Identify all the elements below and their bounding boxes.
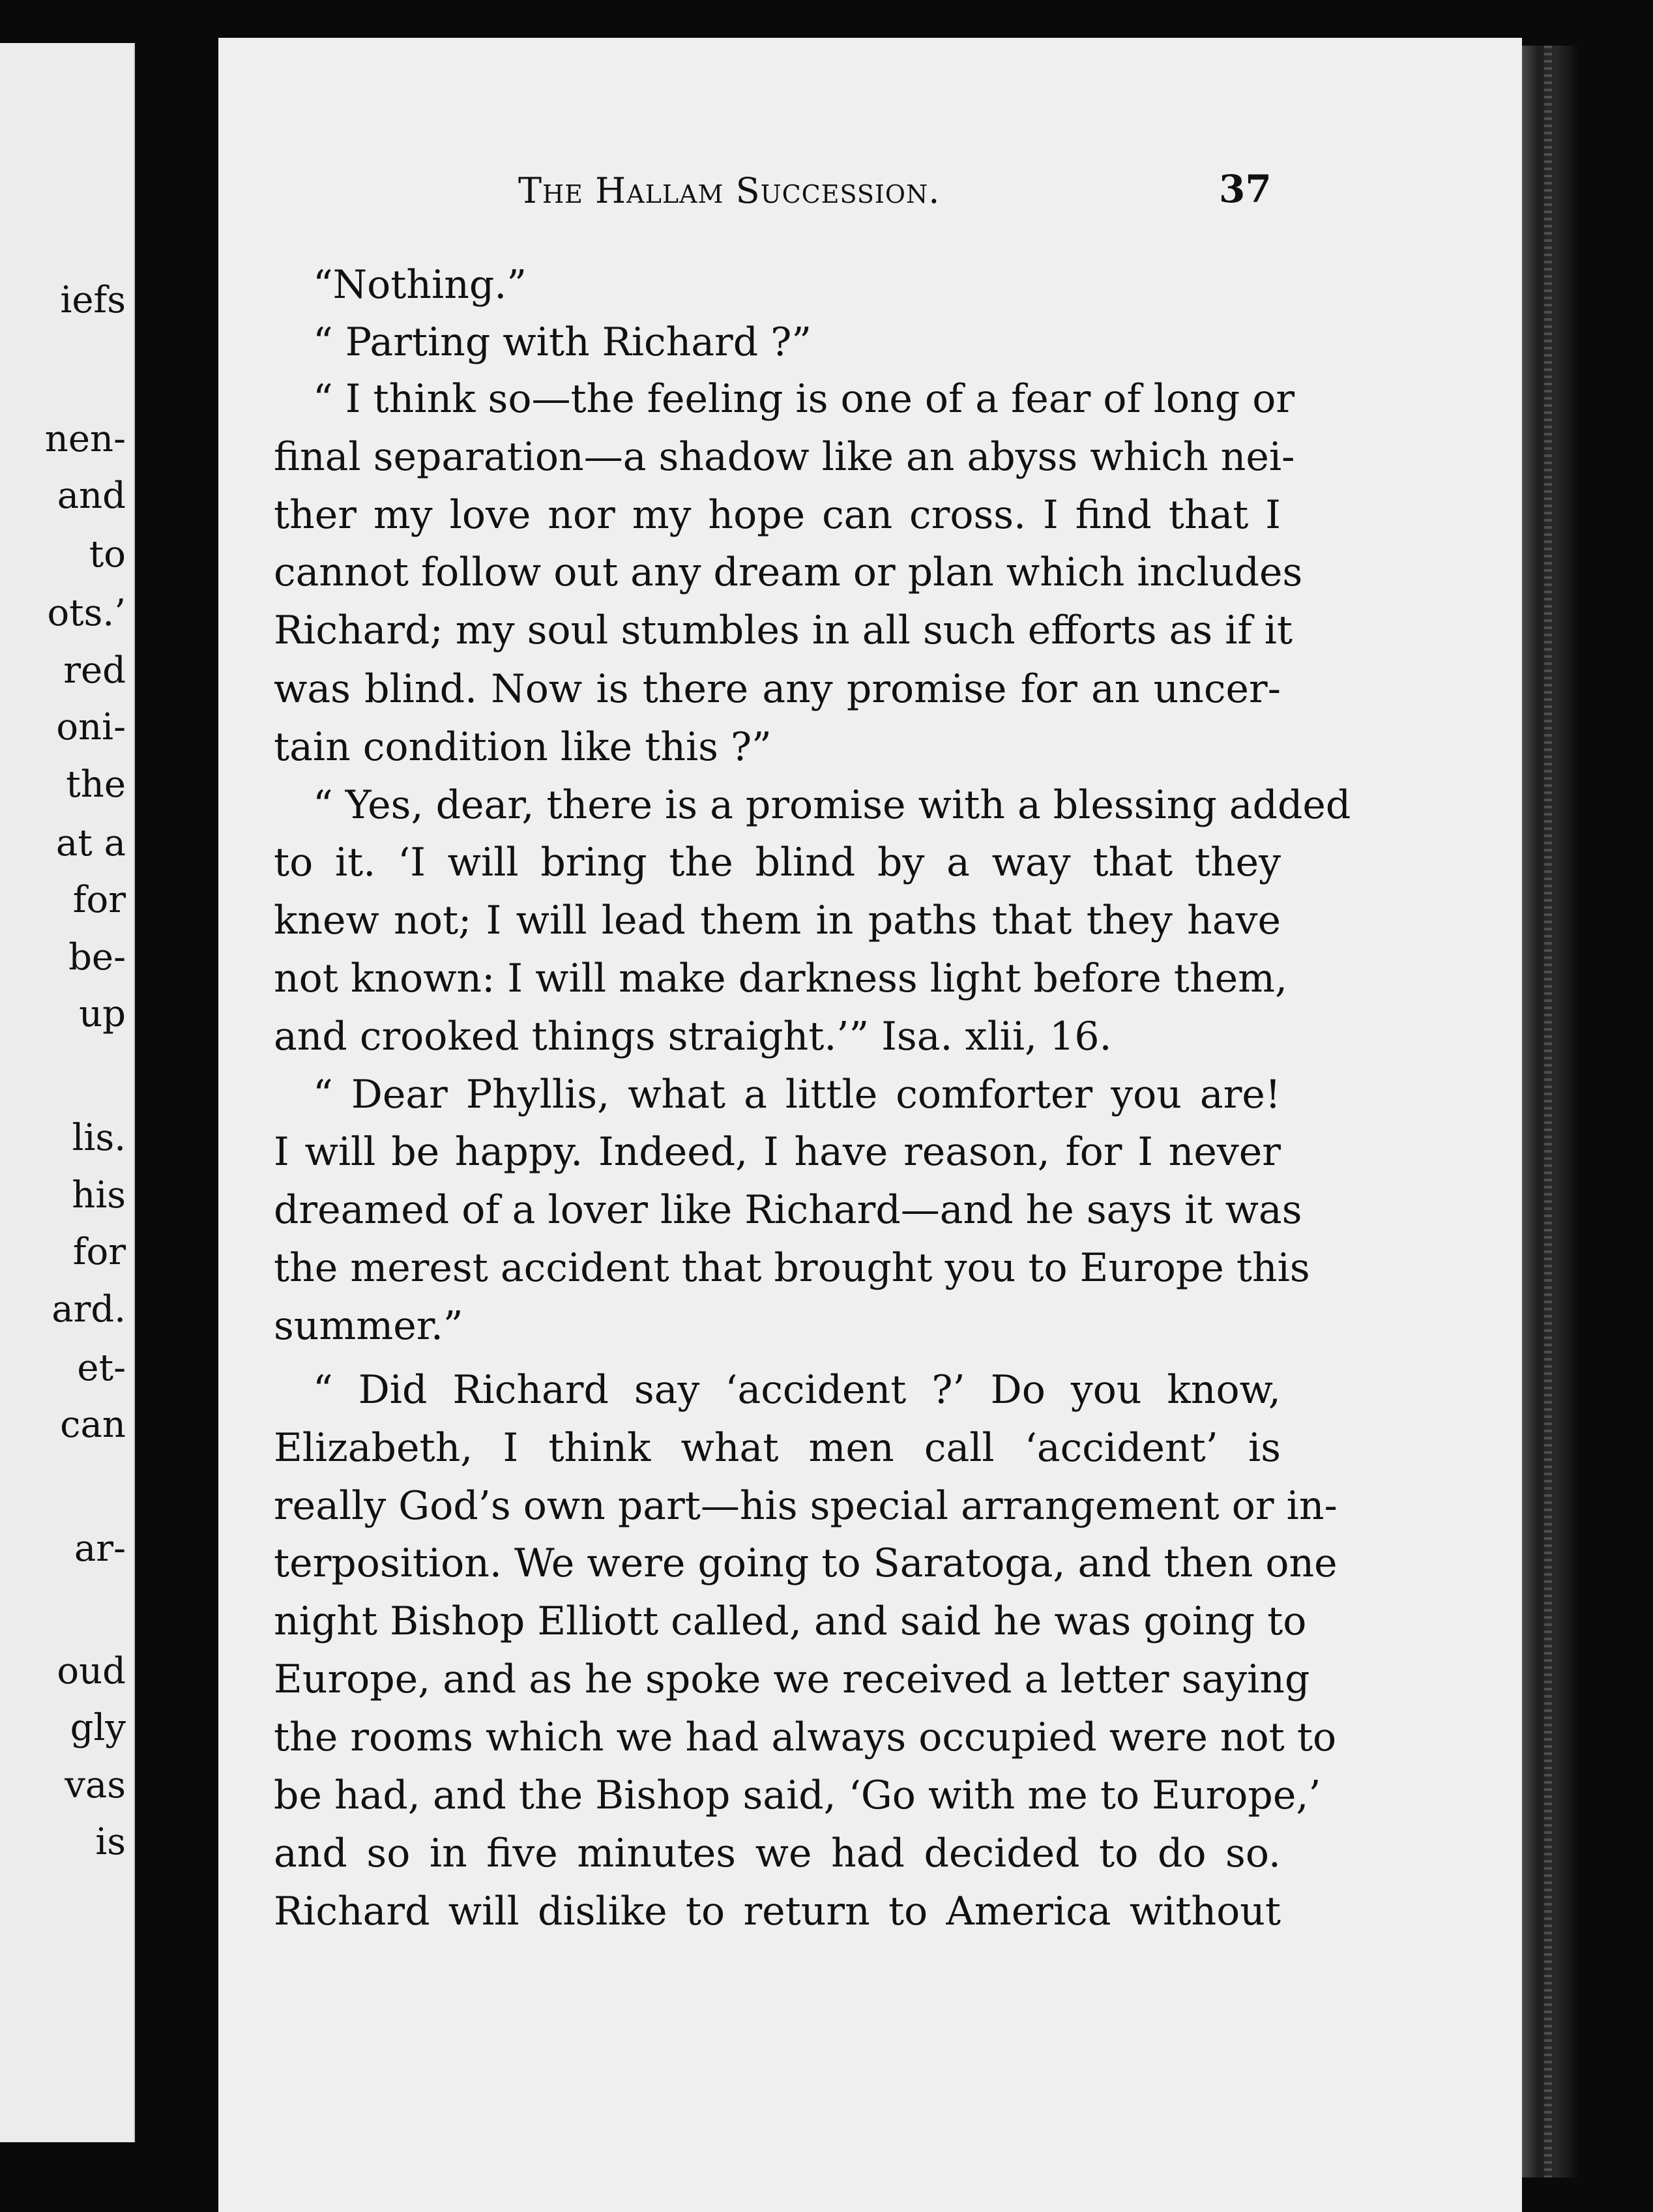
left-page-text: iefs	[60, 279, 126, 321]
left-page-text: at a	[55, 822, 126, 864]
left-page-text: for	[72, 1231, 126, 1273]
left-page-text: lis.	[72, 1117, 126, 1159]
left-page-text: oni-	[56, 706, 126, 748]
left-page-text: and	[57, 475, 126, 517]
text-line: ther my love nor my hope can cross. I find that I	[274, 492, 1281, 538]
left-page-text: can	[60, 1404, 126, 1446]
left-page-text: is	[95, 1821, 126, 1863]
text-line: night Bishop Elliott called, and said he was going to	[274, 1599, 1307, 1644]
text-line: the rooms which we had always occupied were not to	[274, 1715, 1337, 1760]
left-page-text: oud	[57, 1650, 126, 1692]
text-line: summer.”	[274, 1303, 463, 1349]
left-page-text: nen-	[44, 418, 126, 460]
text-line: “ Dear Phyllis, what a little comforter you are!	[313, 1072, 1281, 1117]
left-page-text: up	[79, 993, 126, 1035]
left-page-text: his	[72, 1174, 126, 1217]
text-line: I will be happy. Indeed, I have reason, for I never	[274, 1129, 1281, 1175]
text-line: final separation—a shadow like an abyss which nei-	[274, 434, 1295, 480]
text-line: not known: I will make darkness light before them,	[274, 956, 1288, 1001]
text-line: “Nothing.”	[313, 262, 527, 308]
text-line: knew not; I will lead them in paths that they have	[274, 898, 1281, 943]
text-line: to it. ‘I will bring the blind by a way that they	[274, 840, 1281, 885]
text-line: “ I think so—the feeling is one of a fear of long or	[313, 376, 1295, 422]
left-page-text: be-	[68, 936, 126, 979]
page-number: 37	[1219, 167, 1272, 211]
left-page-text: ar-	[74, 1527, 126, 1570]
text-line: “ Yes, dear, there is a promise with a blessing added	[313, 782, 1351, 828]
page-edge	[1522, 46, 1577, 2177]
left-page-text: gly	[70, 1707, 126, 1749]
text-line: Richard; my soul stumbles in all such efforts as if it	[274, 608, 1293, 653]
left-page-text: vas	[65, 1764, 126, 1806]
left-page-text: the	[66, 763, 126, 806]
text-line: Europe, and as he spoke we received a letter saying	[274, 1657, 1310, 1702]
left-page-text: et-	[77, 1347, 126, 1389]
text-line: “ Parting with Richard ?”	[313, 319, 812, 365]
text-line: dreamed of a lover like Richard—and he says it was	[274, 1187, 1302, 1233]
left-page-fragment	[0, 43, 135, 2142]
text-line: Richard will dislike to return to America without	[274, 1889, 1281, 1934]
left-page-text: red	[63, 649, 126, 692]
text-line: was blind. Now is there any promise for an uncer-	[274, 666, 1281, 712]
text-line: terposition. We were going to Saratoga, and then one	[274, 1541, 1338, 1586]
text-line: and so in five minutes we had decided to do so.	[274, 1831, 1281, 1876]
text-line: Elizabeth, I think what men call ‘accident’ is	[274, 1425, 1281, 1471]
text-line: the merest accident that brought you to Europe this	[274, 1245, 1310, 1291]
running-title: The Hallam Succession.	[518, 170, 941, 211]
text-line: really God’s own part—his special arrangement or in-	[274, 1483, 1338, 1529]
left-page-text: ard.	[51, 1288, 126, 1331]
left-page-text: to	[89, 533, 126, 576]
left-page-text: ots.’	[47, 592, 126, 634]
text-line: “ Did Richard say ‘accident ?’ Do you know,	[313, 1367, 1281, 1413]
left-page-text: for	[72, 879, 126, 921]
text-line: be had, and the Bishop said, ‘Go with me to Europe,’	[274, 1773, 1321, 1818]
text-line: tain condition like this ?”	[274, 724, 772, 770]
text-line: cannot follow out any dream or plan which includes	[274, 550, 1303, 595]
text-line: and crooked things straight.’” Isa. xlii, 16.	[274, 1014, 1112, 1059]
